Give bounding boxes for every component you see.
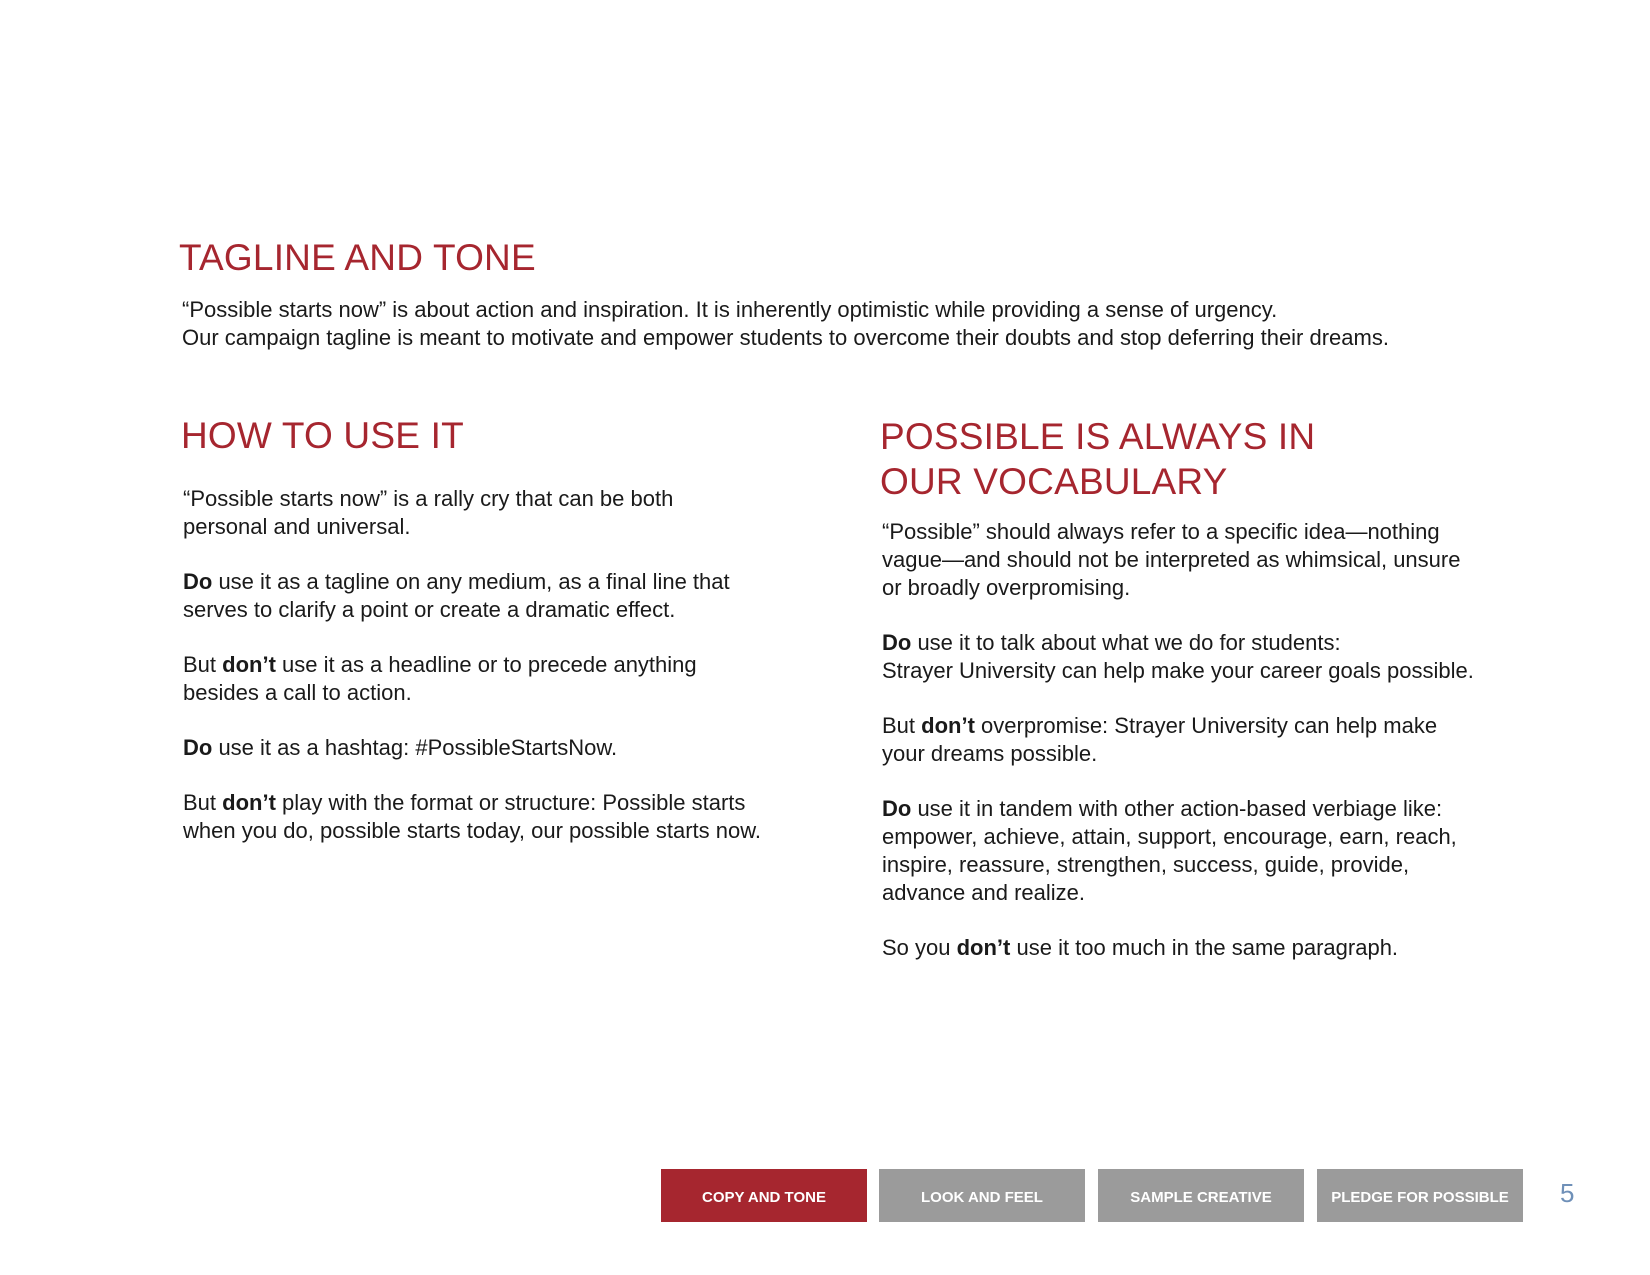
- text-span: But: [882, 713, 922, 738]
- text-line: personal and universal.: [183, 514, 411, 539]
- text-line: [882, 712, 1522, 740]
- text-line: “Possible” should always refer to a specific idea—nothing: [882, 519, 1440, 544]
- text-span: use it as a hashtag: #PossibleStartsNow.: [212, 735, 618, 760]
- paragraph: [882, 629, 1522, 685]
- text-line: Strayer University can help make your career goals possible.: [882, 658, 1474, 683]
- text-line: besides a call to action.: [183, 680, 412, 705]
- intro-line: Our campaign tagline is meant to motivate and empower students to overcome their doubts and stop deferring their dreams.: [182, 325, 1389, 350]
- intro-line: “Possible starts now” is about action and inspiration. It is inherently optimistic while providing a sense of urgency.: [182, 297, 1278, 322]
- heading-line: POSSIBLE IS ALWAYS IN: [880, 416, 1316, 457]
- text-line: your dreams possible.: [882, 741, 1098, 766]
- emphasis: Do: [183, 569, 213, 594]
- emphasis: don’t: [222, 790, 276, 815]
- paragraph: [183, 568, 823, 624]
- nav-tab-copy-and-tone[interactable]: COPY AND TONE: [661, 1169, 867, 1222]
- page-number: 5: [1560, 1178, 1575, 1208]
- text-line: when you do, possible starts today, our possible starts now.: [183, 818, 762, 843]
- intro-text: [182, 296, 1512, 352]
- paragraph: [183, 485, 823, 541]
- nav-tab-pledge-for-possible[interactable]: PLEDGE FOR POSSIBLE: [1317, 1169, 1523, 1222]
- emphasis: don’t: [956, 935, 1011, 960]
- paragraph: [882, 712, 1522, 768]
- paragraph: [183, 651, 823, 707]
- text-span: But: [183, 790, 223, 815]
- emphasis: Do: [882, 796, 912, 821]
- vocabulary-section: [882, 518, 1522, 989]
- paragraph: [882, 795, 1522, 907]
- text-line: or broadly overpromising.: [882, 575, 1131, 600]
- text-line: [183, 568, 823, 596]
- heading-line: OUR VOCABULARY: [880, 461, 1228, 502]
- text-span: play with the format or structure: Possible starts: [275, 790, 746, 815]
- text-line: [882, 629, 1522, 657]
- paragraph: [183, 789, 823, 845]
- text-line: [882, 934, 1522, 962]
- text-span: use it as a headline or to precede anything: [275, 652, 697, 677]
- text-span: use it to talk about what we do for students:: [911, 630, 1341, 655]
- text-line: [183, 734, 823, 762]
- vocabulary-heading: [880, 414, 1440, 504]
- text-span: But: [183, 652, 223, 677]
- text-line: [183, 789, 823, 817]
- emphasis: don’t: [921, 713, 975, 738]
- text-span: use it as a tagline on any medium, as a final line that: [212, 569, 730, 594]
- text-line: vague—and should not be interpreted as whimsical, unsure: [882, 547, 1461, 572]
- paragraph: [882, 934, 1522, 962]
- text-line: serves to clarify a point or create a dramatic effect.: [183, 597, 676, 622]
- text-span: use it in tandem with other action-based verbiage like:: [911, 796, 1443, 821]
- page-title: TAGLINE AND TONE: [179, 237, 536, 278]
- text-line: “Possible starts now” is a rally cry that can be both: [183, 486, 674, 511]
- emphasis: Do: [882, 630, 912, 655]
- text-line: advance and realize.: [882, 880, 1086, 905]
- text-line: empower, achieve, attain, support, encourage, earn, reach,: [882, 824, 1457, 849]
- text-span: So you: [882, 935, 957, 960]
- nav-tab-sample-creative[interactable]: SAMPLE CREATIVE: [1098, 1169, 1304, 1222]
- emphasis: don’t: [222, 652, 276, 677]
- how-to-use-heading: HOW TO USE IT: [181, 415, 464, 456]
- text-span: overpromise: Strayer University can help make: [974, 713, 1438, 738]
- emphasis: Do: [183, 735, 213, 760]
- text-line: [183, 651, 823, 679]
- paragraph: [882, 518, 1522, 602]
- text-line: [882, 795, 1522, 823]
- nav-tab-look-and-feel[interactable]: LOOK AND FEEL: [879, 1169, 1085, 1222]
- text-line: inspire, reassure, strengthen, success, guide, provide,: [882, 852, 1410, 877]
- text-span: use it too much in the same paragraph.: [1010, 935, 1399, 960]
- paragraph: [183, 734, 823, 762]
- how-to-use-section: [183, 485, 823, 872]
